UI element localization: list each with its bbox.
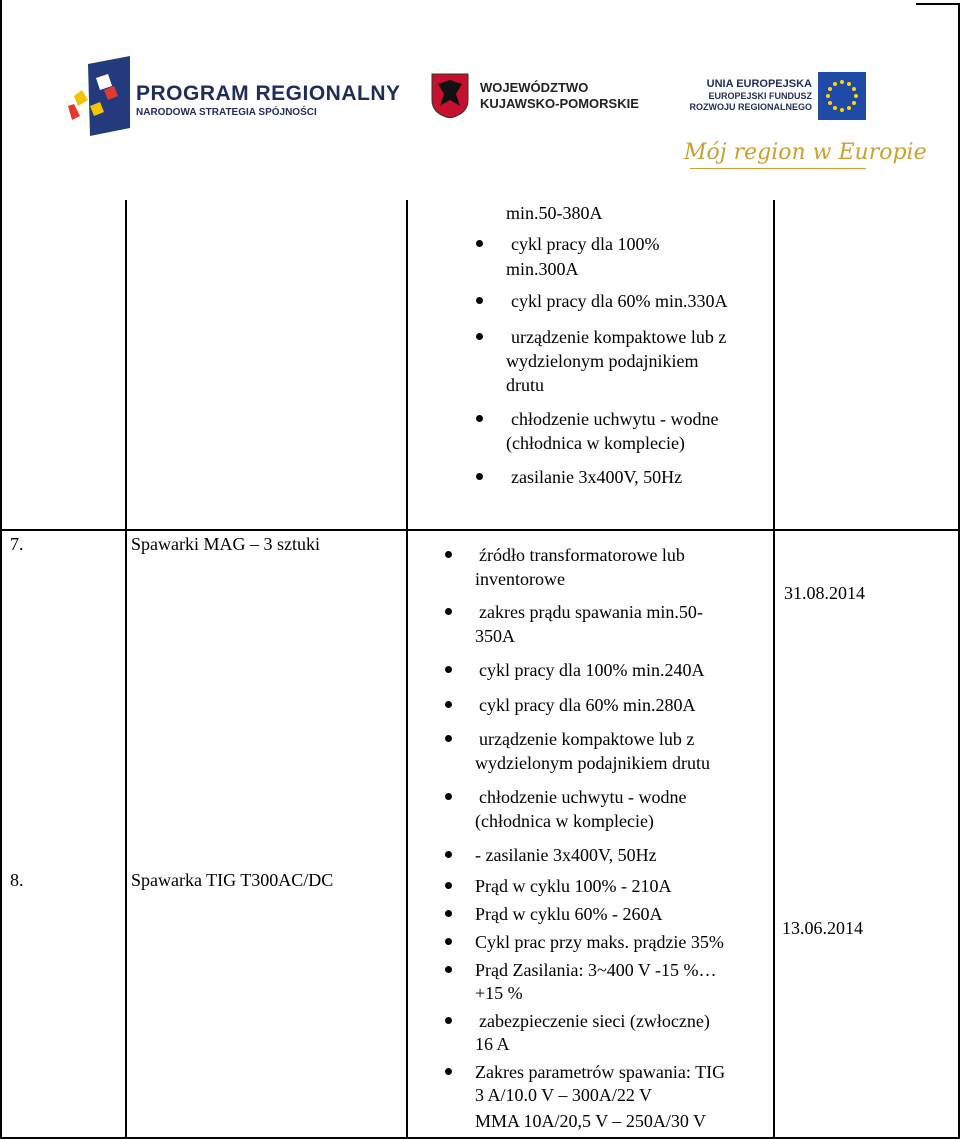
program-subtitle: NARODOWA STRATEGIA SPÓJNOŚCI: [136, 107, 317, 118]
slogan: Mój region w Europie: [684, 140, 927, 165]
spec-line: wydzielonym podajnikiem: [506, 351, 699, 371]
bullet-icon: [445, 608, 452, 615]
eu-flag-icon: [818, 72, 866, 120]
row-number: 8.: [10, 870, 24, 890]
table-col-divider-3: [773, 200, 775, 1137]
spec-line: (chłodnica w komplecie): [506, 433, 685, 453]
bullet-icon: [476, 415, 483, 422]
slogan-underline: [690, 168, 866, 169]
spec-line: drutu: [506, 375, 544, 395]
spec-line: cykl pracy dla 100%: [511, 234, 660, 254]
spec-line: urządzenie kompaktowe lub z: [511, 327, 727, 347]
delivery-date: 13.06.2014: [782, 918, 863, 938]
bullet-icon: [445, 666, 452, 673]
bullet-icon: [445, 851, 452, 858]
spec-line: zasilanie 3x400V, 50Hz: [511, 467, 683, 487]
spec-line: zabezpieczenie sieci (zwłoczne): [479, 1011, 710, 1031]
delivery-date: 31.08.2014: [784, 583, 865, 603]
row-number: 7.: [10, 534, 24, 554]
region-line2: KUJAWSKO-POMORSKIE: [480, 96, 639, 111]
bullet-icon: [445, 701, 452, 708]
bullet-icon: [445, 1068, 452, 1075]
spec-line: +15 %: [475, 983, 523, 1003]
eu-line1: UNIA EUROPEJSKA: [706, 78, 812, 90]
bullet-icon: [445, 551, 452, 558]
region-line1: WOJEWÓDZTWO: [480, 80, 589, 95]
spec-line: min.50-380A: [506, 203, 603, 223]
spec-line: chłodzenie uchwytu - wodne: [511, 409, 719, 429]
bullet-icon: [445, 1017, 452, 1024]
spec-line: Prąd w cyklu 100% - 210A: [475, 876, 672, 896]
eu-line2: EUROPEJSKI FUNDUSZ: [708, 91, 812, 101]
spec-line: - zasilanie 3x400V, 50Hz: [475, 845, 657, 865]
table-row-divider: [0, 529, 960, 531]
page-corner-mark: [916, 3, 960, 5]
bullet-icon: [476, 473, 483, 480]
bullet-icon: [476, 240, 483, 247]
bullet-icon: [445, 882, 452, 889]
item-name: Spawarki MAG – 3 sztuki: [131, 534, 320, 554]
spec-line: cykl pracy dla 100% min.240A: [479, 660, 705, 680]
spec-line: zakres prądu spawania min.50-: [479, 602, 703, 622]
bullet-icon: [445, 735, 452, 742]
spec-line: Cykl prac przy maks. prądzie 35%: [475, 932, 724, 952]
region-coat-of-arms-icon: [430, 72, 470, 118]
spec-line: MMA 10A/20,5 V – 250A/30 V: [475, 1111, 707, 1131]
table-col-divider-2: [406, 200, 408, 1137]
bullet-icon: [445, 938, 452, 945]
spec-line: wydzielonym podajnikiem drutu: [475, 753, 710, 773]
eu-line3: ROZWOJU REGIONALNEGO: [689, 102, 812, 112]
spec-line: cykl pracy dla 60% min.280A: [479, 695, 696, 715]
program-regionalny-logo: [68, 56, 130, 136]
spec-line: (chłodnica w komplecie): [475, 811, 654, 831]
bullet-icon: [445, 910, 452, 917]
item-name: Spawarka TIG T300AC/DC: [131, 870, 334, 890]
bullet-icon: [476, 297, 483, 304]
bullet-icon: [445, 966, 452, 973]
spec-line: Zakres parametrów spawania: TIG: [475, 1062, 726, 1082]
spec-line: 16 A: [475, 1034, 510, 1054]
spec-line: inventorowe: [475, 569, 565, 589]
spec-line: Prąd Zasilania: 3~400 V -15 %…: [475, 960, 717, 980]
spec-line: źródło transformatorowe lub: [479, 545, 685, 565]
spec-line: 350A: [475, 626, 515, 646]
spec-line: 3 A/10.0 V – 300A/22 V: [475, 1085, 653, 1105]
bullet-icon: [476, 333, 483, 340]
spec-line: chłodzenie uchwytu - wodne: [479, 787, 687, 807]
bullet-icon: [445, 793, 452, 800]
spec-line: Prąd w cyklu 60% - 260A: [475, 904, 663, 924]
program-title: PROGRAM REGIONALNY: [136, 82, 401, 105]
table-col-divider-1: [125, 200, 127, 1137]
spec-line: min.300A: [506, 259, 579, 279]
spec-line: urządzenie kompaktowe lub z: [479, 729, 695, 749]
spec-line: cykl pracy dla 60% min.330A: [511, 291, 728, 311]
